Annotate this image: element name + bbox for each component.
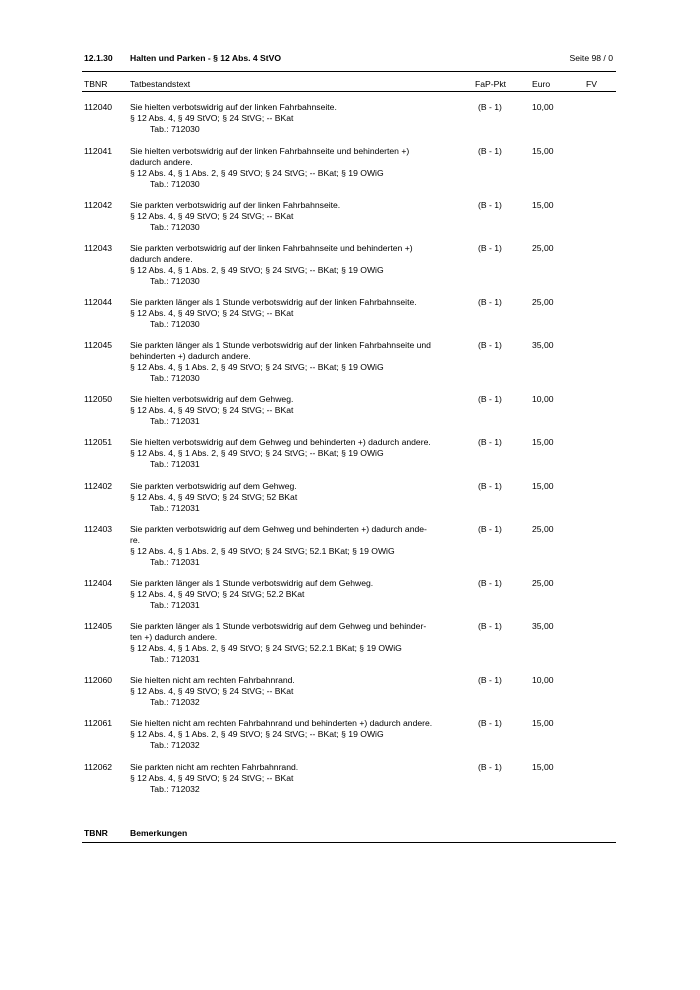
- offense-text-line: § 12 Abs. 4, § 1 Abs. 2, § 49 StVO; § 24 StVG; -- BKat; § 19 OWiG: [130, 167, 384, 178]
- tbnr-code: 112044: [84, 297, 113, 307]
- euro-amount: 15,00: [532, 200, 554, 210]
- offense-text-line: Sie parkten verbotswidrig auf der linken Fahrbahnseite.: [130, 200, 341, 210]
- tbnr-code: 112404: [84, 578, 113, 588]
- section-number: 12.1.30: [84, 53, 113, 63]
- table-reference: Tab.: 712030: [150, 275, 200, 286]
- euro-amount: 15,00: [532, 437, 554, 447]
- tbnr-code: 112043: [84, 243, 113, 253]
- column-text: Tatbestandstext: [130, 79, 191, 89]
- column-fv: FV: [586, 79, 597, 89]
- fap-points: (B - 1): [478, 243, 502, 253]
- tbnr-code: 112042: [84, 200, 113, 210]
- offense-text-line: § 12 Abs. 4, § 1 Abs. 2, § 49 StVO; § 24 StVG; -- BKat; § 19 OWiG: [130, 447, 384, 458]
- table-reference: Tab.: 712030: [150, 221, 200, 232]
- table-reference: Tab.: 712031: [150, 653, 200, 664]
- offense-text: [130, 675, 465, 708]
- offense-text: [130, 340, 465, 384]
- column-header-rule: [82, 91, 616, 92]
- euro-amount: 10,00: [532, 394, 554, 404]
- table-reference: Tab.: 712031: [150, 458, 200, 469]
- offense-text: [130, 102, 465, 135]
- fap-points: (B - 1): [478, 762, 502, 772]
- euro-amount: 25,00: [532, 578, 554, 588]
- offense-text-line: Sie parkten verbotswidrig auf dem Gehweg.: [130, 481, 297, 491]
- offense-text-line: Sie parkten länger als 1 Stunde verbotswidrig auf der linken Fahrbahnseite.: [130, 297, 417, 307]
- table-reference: Tab.: 712030: [150, 318, 200, 329]
- fap-points: (B - 1): [478, 675, 502, 685]
- euro-amount: 35,00: [532, 621, 554, 631]
- offense-text-line: re.: [130, 534, 141, 545]
- fap-points: (B - 1): [478, 437, 502, 447]
- euro-amount: 10,00: [532, 675, 554, 685]
- footer-remarks: Bemerkungen: [130, 828, 188, 838]
- tbnr-code: 112040: [84, 102, 113, 112]
- offense-text-line: dadurch andere.: [130, 156, 193, 167]
- offense-text: [130, 718, 465, 751]
- fap-points: (B - 1): [478, 718, 502, 728]
- offense-text: [130, 297, 465, 330]
- tbnr-code: 112061: [84, 718, 113, 728]
- table-reference: Tab.: 712031: [150, 599, 200, 610]
- tbnr-code: 112050: [84, 394, 113, 404]
- fap-points: (B - 1): [478, 340, 502, 350]
- offense-text-line: Sie parkten länger als 1 Stunde verbotswidrig auf dem Gehweg und behinder-: [130, 621, 427, 631]
- offense-text-line: ten +) dadurch andere.: [130, 631, 218, 642]
- fap-points: (B - 1): [478, 146, 502, 156]
- offense-text: [130, 524, 465, 568]
- offense-text-line: Sie parkten verbotswidrig auf der linken Fahrbahnseite und behinderten +): [130, 243, 413, 253]
- tbnr-code: 112045: [84, 340, 113, 350]
- table-reference: Tab.: 712030: [150, 123, 200, 134]
- fap-points: (B - 1): [478, 394, 502, 404]
- tbnr-code: 112403: [84, 524, 113, 534]
- euro-amount: 35,00: [532, 340, 554, 350]
- fap-points: (B - 1): [478, 102, 502, 112]
- table-reference: Tab.: 712032: [150, 739, 200, 750]
- tbnr-code: 112062: [84, 762, 113, 772]
- euro-amount: 15,00: [532, 762, 554, 772]
- offense-text-line: § 12 Abs. 4, § 49 StVO; § 24 StVG; -- BKat: [130, 210, 294, 221]
- offense-text-line: § 12 Abs. 4, § 49 StVO; § 24 StVG; -- BKat: [130, 112, 294, 123]
- offense-text-line: § 12 Abs. 4, § 1 Abs. 2, § 49 StVO; § 24 StVG; -- BKat; § 19 OWiG: [130, 361, 384, 372]
- table-reference: Tab.: 712031: [150, 415, 200, 426]
- tbnr-code: 112402: [84, 481, 113, 491]
- offense-text-line: § 12 Abs. 4, § 1 Abs. 2, § 49 StVO; § 24 StVG; -- BKat; § 19 OWiG: [130, 264, 384, 275]
- offense-text-line: § 12 Abs. 4, § 1 Abs. 2, § 49 StVO; § 24 StVG; -- BKat; § 19 OWiG: [130, 728, 384, 739]
- column-tbnr: TBNR: [84, 79, 108, 89]
- offense-text-line: § 12 Abs. 4, § 1 Abs. 2, § 49 StVO; § 24 StVG; 52.1 BKat; § 19 OWiG: [130, 545, 395, 556]
- offense-text-line: § 12 Abs. 4, § 49 StVO; § 24 StVG; 52.2 BKat: [130, 588, 305, 599]
- footer-tbnr: TBNR: [84, 828, 108, 838]
- offense-text-line: Sie parkten länger als 1 Stunde verbotswidrig auf dem Gehweg.: [130, 578, 374, 588]
- fap-points: (B - 1): [478, 621, 502, 631]
- table-reference: Tab.: 712030: [150, 178, 200, 189]
- offense-text: [130, 243, 465, 287]
- offense-text-line: Sie hielten nicht am rechten Fahrbahnrand und behinderten +) dadurch andere.: [130, 718, 433, 728]
- offense-text-line: Sie hielten verbotswidrig auf dem Gehweg und behinderten +) dadurch andere.: [130, 437, 431, 447]
- offense-text-line: Sie hielten verbotswidrig auf der linken Fahrbahnseite.: [130, 102, 337, 112]
- euro-amount: 10,00: [532, 102, 554, 112]
- page-number: Seite 98 / 0: [569, 53, 613, 63]
- euro-amount: 15,00: [532, 481, 554, 491]
- fap-points: (B - 1): [478, 524, 502, 534]
- offense-text: [130, 762, 465, 795]
- table-reference: Tab.: 712031: [150, 502, 200, 513]
- offense-text-line: Sie parkten nicht am rechten Fahrbahnrand.: [130, 762, 299, 772]
- offense-text-line: dadurch andere.: [130, 253, 193, 264]
- remarks-header: [84, 828, 615, 840]
- offense-text-line: § 12 Abs. 4, § 49 StVO; § 24 StVG; 52 BKat: [130, 491, 298, 502]
- euro-amount: 25,00: [532, 524, 554, 534]
- offense-text: [130, 200, 465, 233]
- euro-amount: 25,00: [532, 297, 554, 307]
- table-reference: Tab.: 712030: [150, 372, 200, 383]
- offense-text-line: Sie parkten verbotswidrig auf dem Gehweg und behinderten +) dadurch ande-: [130, 524, 427, 534]
- offense-text-line: § 12 Abs. 4, § 49 StVO; § 24 StVG; -- BKat: [130, 404, 294, 415]
- table-reference: Tab.: 712032: [150, 696, 200, 707]
- offense-text-line: Sie hielten verbotswidrig auf dem Gehweg.: [130, 394, 294, 404]
- offense-text-line: § 12 Abs. 4, § 49 StVO; § 24 StVG; -- BKat: [130, 772, 294, 783]
- tbnr-code: 112405: [84, 621, 113, 631]
- fap-points: (B - 1): [478, 297, 502, 307]
- euro-amount: 15,00: [532, 718, 554, 728]
- offense-text-line: § 12 Abs. 4, § 49 StVO; § 24 StVG; -- BKat: [130, 685, 294, 696]
- offense-text-line: Sie parkten länger als 1 Stunde verbotswidrig auf der linken Fahrbahnseite und: [130, 340, 431, 350]
- header-rule: [82, 71, 616, 72]
- euro-amount: 25,00: [532, 243, 554, 253]
- offense-text-line: Sie hielten nicht am rechten Fahrbahnrand.: [130, 675, 295, 685]
- page-header: [84, 53, 615, 67]
- table-reference: Tab.: 712032: [150, 783, 200, 794]
- column-euro: Euro: [532, 79, 551, 89]
- column-fap: FaP-Pkt: [475, 79, 507, 89]
- tbnr-code: 112041: [84, 146, 113, 156]
- fap-points: (B - 1): [478, 200, 502, 210]
- tbnr-code: 112051: [84, 437, 113, 447]
- tbnr-code: 112060: [84, 675, 113, 685]
- table-reference: Tab.: 712031: [150, 556, 200, 567]
- euro-amount: 15,00: [532, 146, 554, 156]
- offense-text-line: § 12 Abs. 4, § 49 StVO; § 24 StVG; -- BKat: [130, 307, 294, 318]
- section-title: Halten und Parken - § 12 Abs. 4 StVO: [130, 53, 282, 63]
- offense-text-line: § 12 Abs. 4, § 1 Abs. 2, § 49 StVO; § 24 StVG; 52.2.1 BKat; § 19 OWiG: [130, 642, 402, 653]
- offense-text: [130, 146, 465, 190]
- offense-text: [130, 394, 465, 427]
- offense-text: [130, 621, 465, 665]
- offense-text-line: behinderten +) dadurch andere.: [130, 350, 251, 361]
- footer-rule: [82, 842, 616, 843]
- offense-text: [130, 481, 465, 514]
- offense-text-line: Sie hielten verbotswidrig auf der linken Fahrbahnseite und behinderten +): [130, 146, 410, 156]
- offense-text: [130, 437, 465, 470]
- offense-text: [130, 578, 465, 611]
- fap-points: (B - 1): [478, 481, 502, 491]
- fap-points: (B - 1): [478, 578, 502, 588]
